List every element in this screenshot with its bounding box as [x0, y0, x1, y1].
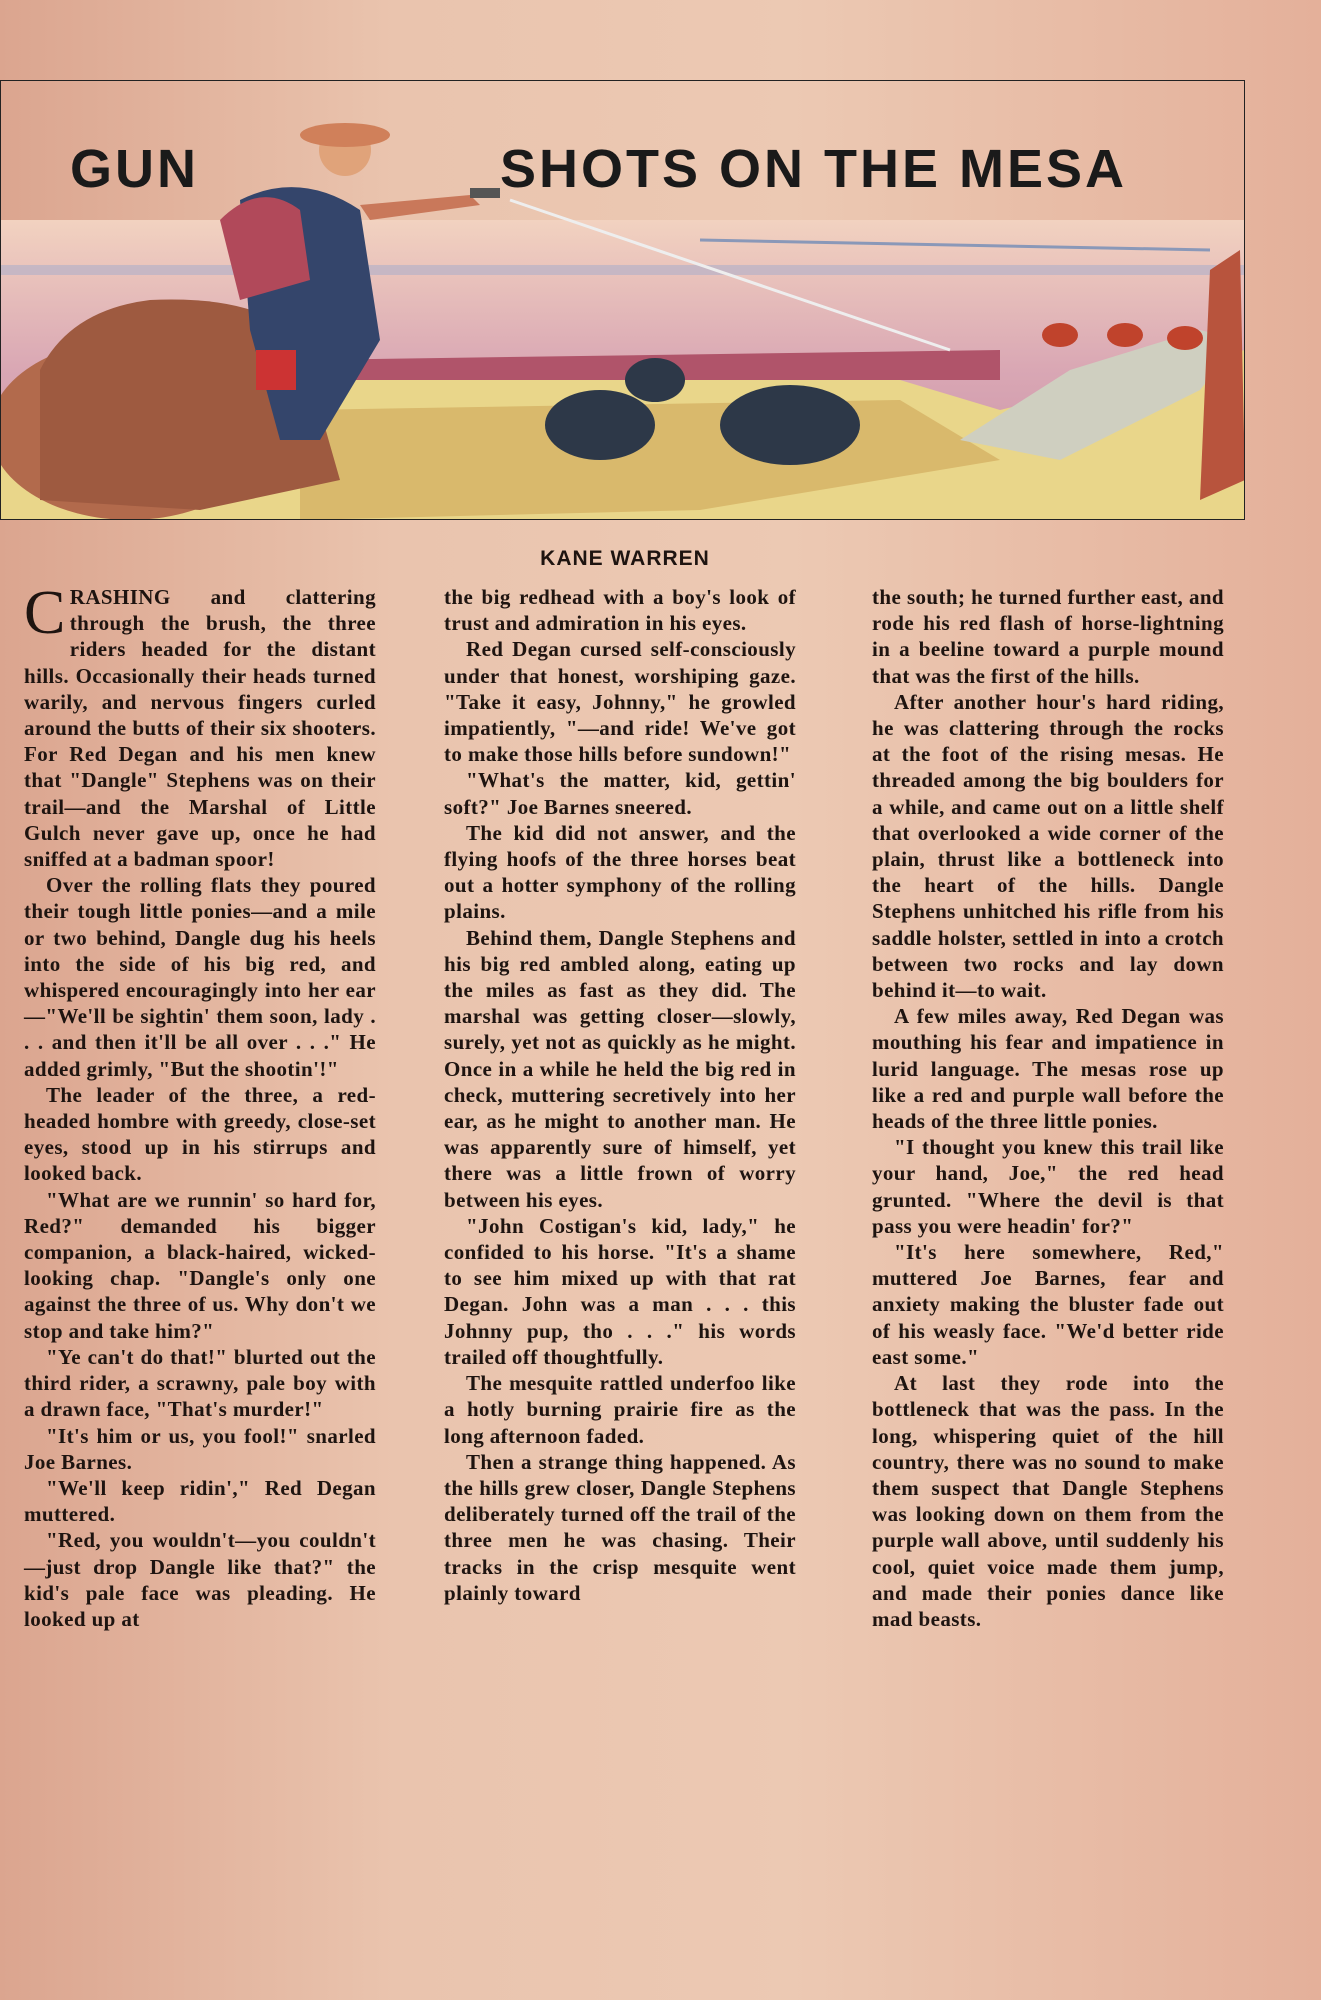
text-column-1: [24, 579, 376, 1632]
paragraph: "Red, you wouldn't—you couldn't—just drop Dangle like that?" the kid's pale face was pleading. He looked up at: [24, 1528, 376, 1631]
text-column-3: [872, 584, 1224, 1632]
paragraph: the south; he turned further east, and rode his red flash of horse-lightning in a beeline toward a purple mound that was the first of the hills.: [872, 585, 1224, 688]
paragraph: A few miles away, Red Degan was mouthing his fear and impatience in lurid language. The mesas rose up like a red and purple wall before the heads of the three little ponies.: [872, 1004, 1224, 1134]
paragraph: "It's him or us, you fool!" snarled Joe Barnes.: [24, 1423, 376, 1474]
paragraph: The mesquite rattled underfoo like a hotly burning prairie fire as the long afternoon faded.: [444, 1371, 796, 1448]
paragraph: "What are we runnin' so hard for, Red?" demanded his bigger companion, a black-haired, wicked-looking chap. "Dangle's only one against the three of us. Why don't we stop and take him?": [24, 1187, 376, 1343]
paragraph: At last they rode into the bottleneck that was the pass. In the long, whispering quiet of the hill country, there was no sound to make them suspect that Dangle Stephens was looking down on them from the purple wall above, until suddenly his cool, quiet voice made them jump, and made their ponies dance like mad beasts.: [872, 1371, 1224, 1631]
paragraph: Behind them, Dangle Stephens and his big red ambled along, eating up the miles as fast as they did. The marshal was getting closer—slowly, surely, yet not as quickly as he might. Once in a while he held the big red in check, muttering secretively into her ear, as he might to another man. He was apparently sure of himself, yet there was a little frown of worry between his eyes.: [444, 925, 796, 1212]
paragraph: "I thought you knew this trail like your hand, Joe," the red head grunted. "Where the devil is that pass you were headin' for?": [872, 1135, 1224, 1238]
paragraph: Red Degan cursed self-consciously under that honest, worshiping gaze. "Take it easy, Johnny," he growled impatiently, "—and ride! We've got to make those hills before sundown!": [444, 637, 796, 767]
paragraph: Then a strange thing happened. As the hills grew closer, Dangle Stephens deliberately turned off the trail of the three men he was chasing. Their tracks in the crisp mesquite went plainly toward: [444, 1449, 796, 1605]
story-title-right: SHOTS ON THE MESA: [500, 139, 1128, 199]
story-title-left: GUN: [70, 139, 199, 199]
paragraph: "John Costigan's kid, lady," he confided to his horse. "It's a shame to see him mixed up with that rat Degan. John was a man . . . this Johnny pup, tho . . ." his words trailed off thoughtfully.: [444, 1213, 796, 1369]
paragraph: "Ye can't do that!" blurted out the third rider, a scrawny, pale boy with a drawn face, "That's murder!": [24, 1344, 376, 1422]
paragraph: "It's here somewhere, Red," muttered Joe Barnes, fear and anxiety making the bluster fade out of his weasly face. "We'd better ride east some.": [872, 1240, 1224, 1369]
paragraph: After another hour's hard riding, he was clattering through the rocks at the foot of the rising mesas. He threaded among the big boulders for a while, and came out on a little shelf that overlooked a wide corner of the plain, thrust like a bottleneck into the heart of the hills. Dangle Stephens unhitched his rifle from his saddle holster, settled in into a crotch between two rocks and lay down behind it—to wait.: [872, 689, 1224, 1003]
paragraph: RASHING and clattering through the brush, the three riders headed for the distant hills. Occasionally their heads turned warily, and nervous fingers curled around the butts of their six shooters. For Red Degan and his men knew that "Dangle" Stephens was on their trail—and the Marshal of Little Gulch never gave up, once he had sniffed at a badman spoor!: [24, 585, 376, 872]
paragraph: The leader of the three, a red-headed hombre with greedy, close-set eyes, stood up in his stirrups and looked back.: [24, 1082, 376, 1186]
paragraph: "What's the matter, kid, gettin' soft?" Joe Barnes sneered.: [444, 768, 796, 819]
author-byline: KANE WARREN: [540, 547, 710, 570]
drop-cap: C: [24, 579, 66, 647]
paragraph: The kid did not answer, and the flying hoofs of the three horses beat out a hotter symphony of the rolling plains.: [444, 820, 796, 924]
paragraph: Over the rolling flats they poured their tough little ponies—and a mile or two behind, Dangle dug his heels into the side of his big red, and whispered encouragingly into her ear—"We'll be sightin' them soon, lady . . . and then it'll be all over . . ." He added grimly, "But the shootin'!": [24, 873, 376, 1081]
paragraph: the big redhead with a boy's look of trust and admiration in his eyes.: [444, 585, 796, 636]
paragraph: "We'll keep ridin'," Red Degan muttered.: [24, 1475, 376, 1527]
text-column-2: [444, 584, 796, 1606]
